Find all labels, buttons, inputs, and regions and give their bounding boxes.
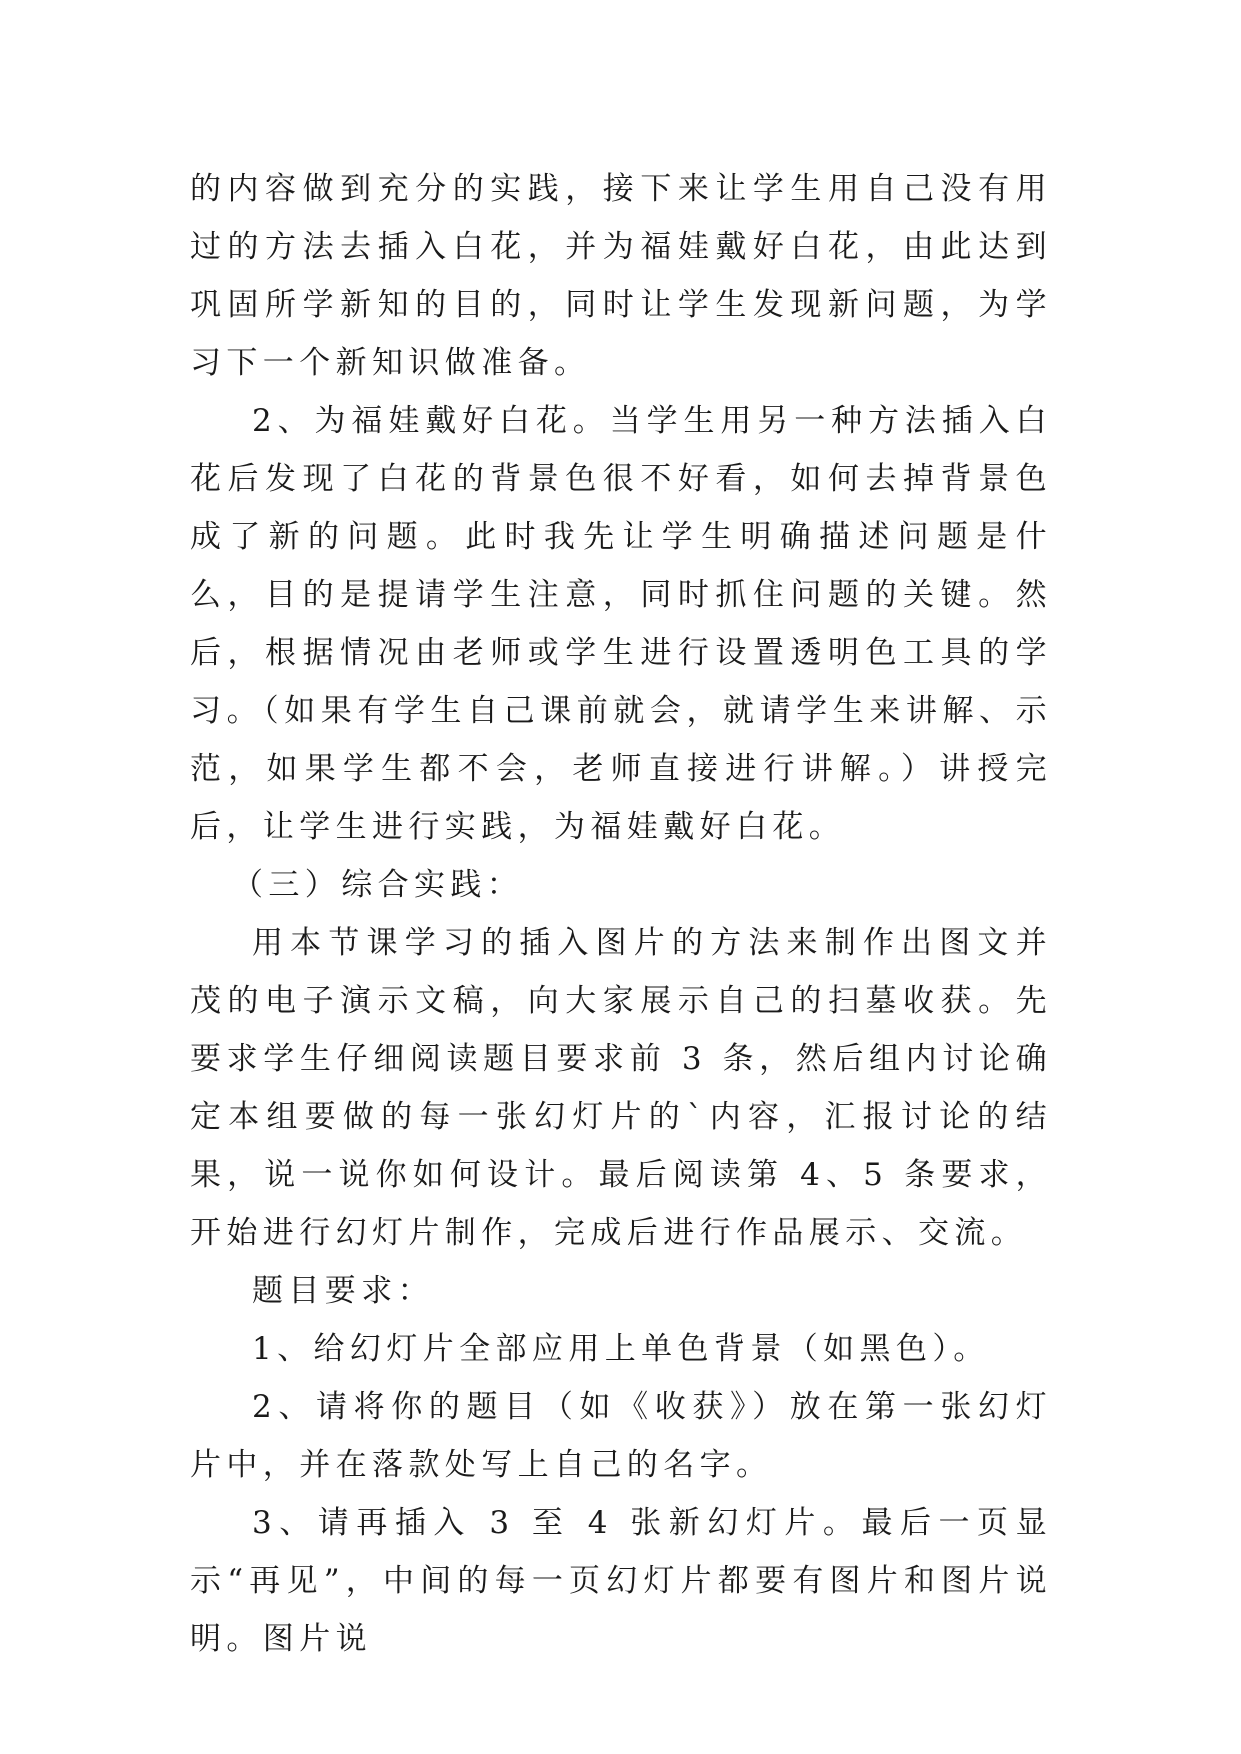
paragraph-step-2: 2、为福娃戴好白花。当学生用另一种方法插入白花后发现了白花的背景色很不好看，如何去掉背景色成了新的问题。此时我先让学生明确描述问题是什么，目的是提请学生注意，同时抓住问题的关键。然后，根据情况由老师或学生进行设置透明色工具的学习。（如果有学生自己课前就会，就请学生来讲解、示范，如果学生都不会，老师直接进行讲解。）讲授完后，让学生进行实践，为福娃戴好白花。 <box>190 403 1052 845</box>
requirement-item-3: 3、请再插入 3 至 4 张新幻灯片。最后一页显示“再见”，中间的每一页幻灯片都要有图片和图片说明。图片说 <box>190 1505 1052 1657</box>
requirement-item-1: 1、给幻灯片全部应用上单色背景（如黑色）。 <box>252 1331 990 1367</box>
requirement-item-2: 2、请将你的题目（如《收获》）放在第一张幻灯片中，并在落款处写上自己的名字。 <box>190 1389 1052 1483</box>
document-body <box>190 160 1052 1668</box>
section-heading-practice: （三）综合实践： <box>232 867 524 903</box>
requirements-heading: 题目要求： <box>252 1273 434 1309</box>
paragraph-practice-intro: 用本节课学习的插入图片的方法来制作出图文并茂的电子演示文稿，向大家展示自己的扫墓收获。先要求学生仔细阅读题目要求前 3 条，然后组内讨论确定本组要做的每一张幻灯片的`内容，汇报讨论的结果，说一说你如何设计。最后阅读第 4、5 条要求，开始进行幻灯片制作，完成后进行作品展示、交流。 <box>190 925 1052 1251</box>
paragraph-continuation: 的内容做到充分的实践，接下来让学生用自己没有用过的方法去插入白花，并为福娃戴好白花，由此达到巩固所学新知的目的，同时让学生发现新问题，为学习下一个新知识做准备。 <box>190 171 1052 381</box>
